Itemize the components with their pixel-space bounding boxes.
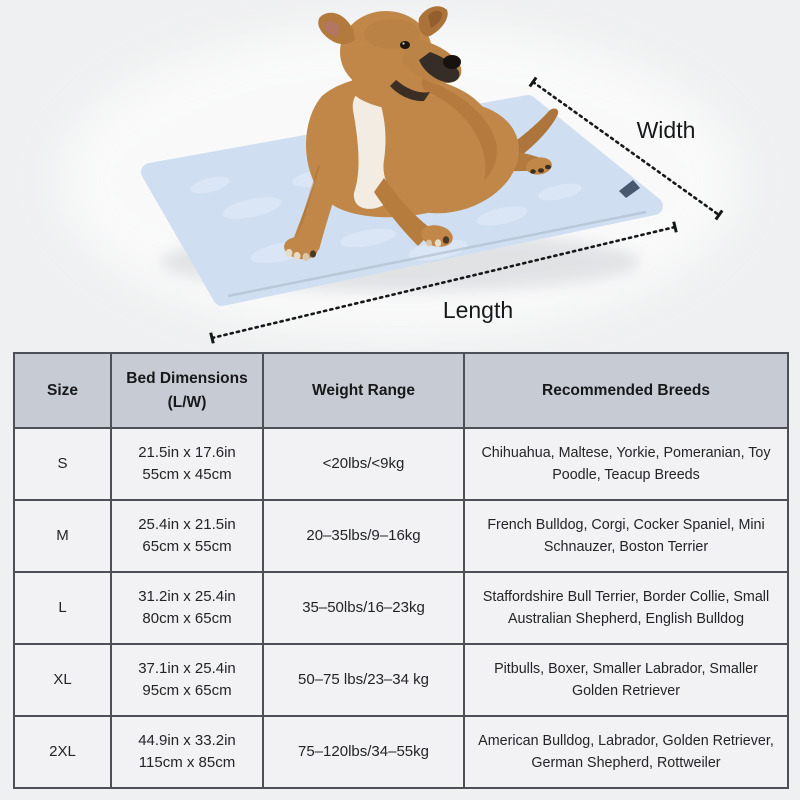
table-row-2xl (14, 716, 788, 788)
col-header-dimensions-line2: (L/W) (167, 393, 207, 411)
cell-breeds: Chihuahua, Maltese, Yorkie, Pomeranian, Toy Poodle, Teacup Breeds (464, 428, 788, 500)
cell-breeds: Pitbulls, Boxer, Smaller Labrador, Smaller Golden Retriever (464, 644, 788, 716)
size-table-body (14, 428, 788, 788)
col-header-weight (263, 353, 464, 428)
dims-inches: 25.4in x 21.5in (138, 515, 236, 533)
cell-breeds: French Bulldog, Corgi, Cocker Spaniel, Mini Schnauzer, Boston Terrier (464, 500, 788, 572)
width-label: Width (636, 117, 696, 143)
hero-photo (0, 0, 800, 350)
col-header-weight-label: Weight Range (311, 381, 416, 399)
cell-breeds: American Bulldog, Labrador, Golden Retriever, German Shepherd, Rottweiler (464, 716, 788, 788)
cell-dimensions (111, 716, 263, 788)
cell-breeds: Staffordshire Bull Terrier, Border Collie, Small Australian Shepherd, English Bulldog (464, 572, 788, 644)
cell-size: M (14, 500, 111, 572)
table-row-l (14, 572, 788, 644)
table-row-m (14, 500, 788, 572)
dims-inches: 31.2in x 25.4in (138, 587, 236, 605)
col-header-size (14, 353, 111, 428)
table-row-s (14, 428, 788, 500)
cell-weight: 35–50lbs/16–23kg (263, 572, 464, 644)
col-header-size-label: Size (46, 381, 78, 399)
dims-cm: 80cm x 65cm (142, 610, 232, 627)
cell-dimensions (111, 572, 263, 644)
cell-size: L (14, 572, 111, 644)
dog-eye (400, 41, 410, 49)
dims-cm: 65cm x 55cm (142, 538, 232, 555)
cell-dimensions (111, 500, 263, 572)
dims-inches: 21.5in x 17.6in (138, 443, 236, 461)
cell-size: XL (14, 644, 111, 716)
size-table-header (14, 353, 788, 428)
cell-dimensions (111, 428, 263, 500)
dims-cm: 55cm x 45cm (142, 466, 232, 483)
cell-weight: 75–120lbs/34–55kg (263, 716, 464, 788)
col-header-breeds (464, 353, 788, 428)
header-row (14, 353, 788, 428)
cell-size: 2XL (14, 716, 111, 788)
dog-nose (443, 55, 461, 69)
cell-weight: 20–35lbs/9–16kg (263, 500, 464, 572)
col-header-dimensions (111, 353, 263, 428)
col-header-dimensions-line1: Bed Dimensions (126, 370, 248, 388)
table-row-xl (14, 644, 788, 716)
col-header-breeds-label: Recommended Breeds (542, 381, 710, 399)
dims-inches: 44.9in x 33.2in (138, 731, 236, 749)
dims-cm: 95cm x 65cm (142, 682, 232, 699)
dims-cm: 115cm x 85cm (138, 754, 236, 771)
dims-inches: 37.1in x 25.4in (138, 659, 236, 677)
cell-weight: 50–75 lbs/23–34 kg (263, 644, 464, 716)
cell-weight: <20lbs/<9kg (263, 428, 464, 500)
cell-dimensions (111, 644, 263, 716)
size-table (13, 352, 789, 789)
cell-size: S (14, 428, 111, 500)
length-label: Length (442, 297, 514, 323)
